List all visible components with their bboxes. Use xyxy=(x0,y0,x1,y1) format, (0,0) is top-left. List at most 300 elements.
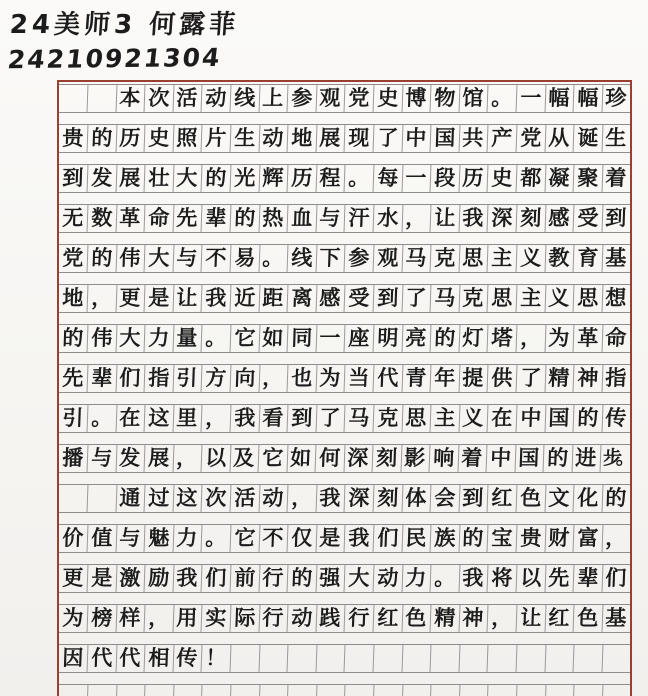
grid-cell: 以 xyxy=(201,445,230,472)
grid-cell: 年 xyxy=(430,365,460,392)
grid-cell: 体 xyxy=(402,485,432,512)
grid-cell: 辈 xyxy=(87,365,117,392)
grid-cell: 聚 xyxy=(573,165,603,192)
grid-cell: 距 xyxy=(259,285,289,312)
grid-cell: 贵 xyxy=(516,525,546,552)
grid-cell: 精 xyxy=(545,365,575,392)
grid-cell: 从 xyxy=(545,125,575,152)
grid-cell: 。 xyxy=(259,245,289,272)
grid-cell: 它 xyxy=(230,525,260,552)
grid-cell: 水 xyxy=(373,205,403,232)
grid-cell: 地 xyxy=(59,285,89,312)
grid-cell: 近 xyxy=(230,285,260,312)
grid-cell: 主 xyxy=(516,285,546,312)
grid-cell: 行 xyxy=(259,565,289,592)
grid-cell: 也 xyxy=(287,365,317,392)
grid-cell: 思 xyxy=(402,405,432,432)
grid-row xyxy=(59,484,630,513)
grid-cell: 传 xyxy=(605,406,628,430)
grid-cell: 展 xyxy=(144,445,173,472)
grid-cell: 。 xyxy=(87,405,117,432)
grid-cell: 与 xyxy=(116,525,146,552)
grid-cell: 参 xyxy=(344,245,374,272)
grid-cell: 青 xyxy=(402,365,432,392)
grid-cell xyxy=(87,685,117,696)
grid-cell: 色 xyxy=(516,485,546,512)
grid-cell xyxy=(201,685,231,696)
grid-cell: 力 xyxy=(402,565,432,592)
grid-cell: 史 xyxy=(373,85,403,112)
grid-cell: 产 xyxy=(487,125,517,152)
grid-cell: 步。 xyxy=(602,447,629,469)
grid-cell xyxy=(316,645,346,672)
grid-cell: 都 xyxy=(516,165,546,192)
grid-cell: 的 xyxy=(573,405,603,432)
grid-cell: 与 xyxy=(87,445,116,472)
grid-cell: 国 xyxy=(515,445,544,472)
grid-cell: 了 xyxy=(316,405,346,432)
grid-cell: 展 xyxy=(316,125,346,152)
grid-cell: 看 xyxy=(259,405,289,432)
grid-cell: 塔 xyxy=(487,325,517,352)
grid-cell: 榜 xyxy=(87,605,117,632)
grid-cell xyxy=(602,685,631,696)
grid-cell: 的 xyxy=(459,525,489,552)
grid-cell: 刻 xyxy=(516,205,546,232)
grid-cell: 参 xyxy=(287,85,317,112)
grid-cell: 辈 xyxy=(573,565,603,592)
grid-row xyxy=(59,644,630,673)
grid-cell: 价 xyxy=(59,525,89,552)
grid-cell: 提 xyxy=(459,365,489,392)
grid-cell: 的 xyxy=(59,325,89,352)
grid-cell: 代 xyxy=(373,365,403,392)
grid-cell: 中 xyxy=(486,445,515,472)
grid-cell: 线 xyxy=(287,245,317,272)
grid-cell: 共 xyxy=(459,125,489,152)
grid-cell: 行 xyxy=(259,605,289,632)
grid-cell: 一 xyxy=(516,85,546,112)
grid-cell xyxy=(402,645,432,672)
grid-cell: 国 xyxy=(430,125,460,152)
grid-cell: 下 xyxy=(316,245,346,272)
grid-cell: 党 xyxy=(59,245,89,272)
grid-cell: 践 xyxy=(316,605,346,632)
grid-cell xyxy=(87,485,117,512)
grid-cell: 凝 xyxy=(545,165,575,192)
grid-cell: 次 xyxy=(201,485,231,512)
grid-cell: 次 xyxy=(144,85,174,112)
grid-cell: 着 xyxy=(605,166,628,190)
grid-cell: 代 xyxy=(87,645,117,672)
grid-cell xyxy=(59,485,89,512)
grid-cell: 贵 xyxy=(59,125,89,152)
grid-cell: 血 xyxy=(287,205,317,232)
grid-cell: 的 xyxy=(430,325,460,352)
grid-cell: 思 xyxy=(573,285,603,312)
grid-cell: ， xyxy=(287,485,317,512)
grid-cell xyxy=(230,685,260,696)
grid-cell: 基 xyxy=(605,606,628,630)
grid-cell: 更 xyxy=(116,285,146,312)
grid-cell: 力 xyxy=(173,525,203,552)
grid-cell: 我 xyxy=(459,565,489,592)
grid-cell: 主 xyxy=(430,405,460,432)
grid-cell: 光 xyxy=(230,165,260,192)
grid-cell: 。 xyxy=(430,565,460,592)
grid-cell: 这 xyxy=(144,405,174,432)
grid-cell xyxy=(373,645,403,672)
grid-cell: 历 xyxy=(287,165,317,192)
grid-cell: 物 xyxy=(430,85,460,112)
grid-cell: 深 xyxy=(487,205,517,232)
grid-cell: 克 xyxy=(459,285,489,312)
grid-cell: ， xyxy=(201,405,231,432)
grid-cell: 动 xyxy=(287,605,317,632)
handwritten-header xyxy=(6,4,241,75)
grid-cell: 了 xyxy=(373,125,403,152)
grid-cell xyxy=(59,685,89,696)
grid-cell: 与 xyxy=(316,205,346,232)
grid-cell: 党 xyxy=(516,125,546,152)
grid-cell: 壮 xyxy=(144,165,174,192)
grid-cell: 命 xyxy=(144,205,174,232)
grid-cell: 为 xyxy=(59,605,89,632)
grid-cell: 红 xyxy=(373,605,403,632)
grid-cell xyxy=(545,685,575,696)
grid-cell xyxy=(402,685,432,696)
grid-cell: 民 xyxy=(402,525,432,552)
grid-cell: 教 xyxy=(545,245,575,272)
grid-cell: 是 xyxy=(316,525,346,552)
grid-cell: 供 xyxy=(487,365,517,392)
composition-grid xyxy=(57,80,632,696)
grid-cell: 义 xyxy=(545,285,575,312)
grid-cell xyxy=(430,645,460,672)
grid-cell: 着 xyxy=(458,445,487,472)
grid-cell: 方 xyxy=(201,365,231,392)
grid-cell: 指 xyxy=(144,365,174,392)
grid-row xyxy=(59,204,630,233)
grid-cell xyxy=(573,645,603,672)
grid-cell: 义 xyxy=(459,405,489,432)
grid-cell: 大 xyxy=(144,245,174,272)
grid-cell: ， xyxy=(402,205,432,232)
grid-cell: 。 xyxy=(344,165,374,192)
grid-cell: 动 xyxy=(373,565,403,592)
grid-cell: 是 xyxy=(144,285,174,312)
grid-cell: 过 xyxy=(144,485,174,512)
grid-cell: 义 xyxy=(516,245,546,272)
grid-cell xyxy=(173,685,203,696)
grid-cell: 为 xyxy=(545,325,575,352)
grid-cell: 及 xyxy=(230,445,259,472)
grid-cell: 刻 xyxy=(372,445,401,472)
grid-cell: 地 xyxy=(287,125,317,152)
grid-cell: 辈 xyxy=(201,205,231,232)
grid-cell: 马 xyxy=(402,245,432,272)
grid-cell: ！ xyxy=(201,645,231,672)
grid-cell: 的 xyxy=(87,245,117,272)
grid-row xyxy=(59,324,630,353)
grid-cell: 段 xyxy=(430,165,460,192)
grid-cell: 让 xyxy=(430,205,460,232)
grid-cell: 座 xyxy=(344,325,374,352)
grid-cell: 的 xyxy=(287,565,317,592)
grid-cell: 珍 xyxy=(605,86,628,110)
grid-cell: 革 xyxy=(116,205,146,232)
grid-cell: 。 xyxy=(201,525,231,552)
grid-cell xyxy=(373,685,403,696)
grid-cell: 指 xyxy=(605,366,628,390)
grid-cell: 在 xyxy=(487,405,517,432)
grid-cell: 观 xyxy=(316,85,346,112)
grid-cell: 不 xyxy=(259,525,289,552)
grid-cell: 亮 xyxy=(402,325,432,352)
grid-cell: 离 xyxy=(287,285,317,312)
grid-row xyxy=(59,164,630,193)
grid-cell: 我 xyxy=(459,205,489,232)
grid-cell: 们 xyxy=(605,566,628,590)
grid-cell: 思 xyxy=(459,245,489,272)
grid-cell: 族 xyxy=(430,525,460,552)
grid-cell: 前 xyxy=(230,565,260,592)
grid-cell: 它 xyxy=(258,445,287,472)
grid-cell: 大 xyxy=(116,325,146,352)
grid-cell: 想 xyxy=(605,286,628,310)
grid-cell: ， xyxy=(487,605,517,632)
grid-cell: 先 xyxy=(545,565,575,592)
grid-cell: 以 xyxy=(516,565,546,592)
grid-cell: 发 xyxy=(116,445,145,472)
grid-cell: ， xyxy=(173,445,202,472)
grid-cell: 到 xyxy=(459,485,489,512)
grid-row xyxy=(59,284,630,313)
grid-cell: 如 xyxy=(259,325,289,352)
grid-cell: 。 xyxy=(487,85,517,112)
grid-cell: 基 xyxy=(605,246,628,270)
grid-cell: 命 xyxy=(605,326,628,350)
grid-row xyxy=(59,84,630,113)
grid-cell: 代 xyxy=(116,645,146,672)
grid-cell: 们 xyxy=(116,365,146,392)
grid-cell: 历 xyxy=(459,165,489,192)
grid-row xyxy=(59,564,630,593)
grid-cell: 因 xyxy=(59,645,89,672)
grid-cell xyxy=(602,645,631,672)
grid-row xyxy=(59,404,630,433)
grid-cell: 受 xyxy=(344,285,374,312)
grid-cell: 我 xyxy=(316,485,346,512)
grid-cell: 化 xyxy=(573,485,603,512)
grid-cell: 大 xyxy=(173,165,203,192)
grid-row xyxy=(59,604,630,633)
grid-cell: 汗 xyxy=(344,205,374,232)
grid-cell: ， xyxy=(516,325,546,352)
grid-cell: 色 xyxy=(573,605,603,632)
grid-cell xyxy=(344,685,374,696)
grid-row xyxy=(59,524,630,553)
grid-cell: 向 xyxy=(230,365,260,392)
grid-cell: 同 xyxy=(287,325,317,352)
grid-cell: 线 xyxy=(230,85,260,112)
grid-cell: 样 xyxy=(116,605,146,632)
grid-cell: 量 xyxy=(173,325,203,352)
grid-cell: 了 xyxy=(402,285,432,312)
grid-cell: 通 xyxy=(116,485,146,512)
grid-cell: 灯 xyxy=(459,325,489,352)
grid-cell xyxy=(487,645,517,672)
grid-cell: 财 xyxy=(545,525,575,552)
grid-cell: 让 xyxy=(516,605,546,632)
grid-cell: ， xyxy=(259,365,289,392)
grid-cell: 与 xyxy=(173,245,203,272)
grid-cell: 生 xyxy=(605,126,628,150)
grid-cell xyxy=(459,645,489,672)
grid-cell: ， xyxy=(605,526,628,550)
grid-cell xyxy=(344,645,374,672)
grid-cell: 响 xyxy=(429,445,458,472)
grid-cell: 了 xyxy=(516,365,546,392)
grid-cell: 克 xyxy=(373,405,403,432)
grid-cell: 的 xyxy=(201,165,231,192)
grid-cell: 红 xyxy=(487,485,517,512)
grid-cell: 中 xyxy=(402,125,432,152)
grid-cell: 生 xyxy=(230,125,260,152)
grid-cell: 值 xyxy=(87,525,117,552)
grid-cell xyxy=(230,645,260,672)
grid-cell xyxy=(144,685,174,696)
grid-cell: 幅 xyxy=(545,85,575,112)
grid-cell: 里 xyxy=(173,405,203,432)
grid-cell: 国 xyxy=(545,405,575,432)
grid-cell xyxy=(259,645,289,672)
grid-cell: 们 xyxy=(201,565,231,592)
grid-cell xyxy=(316,685,346,696)
grid-cell: 不 xyxy=(201,245,231,272)
grid-cell xyxy=(487,685,517,696)
grid-cell: 明 xyxy=(373,325,403,352)
grid-cell: 育 xyxy=(573,245,603,272)
grid-cell xyxy=(287,685,317,696)
grid-cell: 辉 xyxy=(259,165,289,192)
grid-cell: 我 xyxy=(173,565,203,592)
grid-cell: 感 xyxy=(316,285,346,312)
grid-cell: 先 xyxy=(173,205,203,232)
grid-cell: 进 xyxy=(572,445,601,472)
grid-cell: 马 xyxy=(430,285,460,312)
grid-cell: 会 xyxy=(430,485,460,512)
student-class-and-name: 24美师3 何露菲 xyxy=(8,10,241,40)
grid-cell: 博 xyxy=(402,85,432,112)
grid-cell: 为 xyxy=(316,365,346,392)
grid-cell: 引 xyxy=(173,365,203,392)
grid-cell xyxy=(87,85,117,112)
grid-cell: 史 xyxy=(487,165,517,192)
grid-cell: 如 xyxy=(287,445,316,472)
grid-cell: 让 xyxy=(173,285,203,312)
grid-cell: 伟 xyxy=(116,245,146,272)
grid-cell: 神 xyxy=(459,605,489,632)
grid-cell: 动 xyxy=(259,485,289,512)
grid-cell: 精 xyxy=(430,605,460,632)
grid-cell: 一 xyxy=(402,165,432,192)
grid-cell: 党 xyxy=(344,85,374,112)
grid-cell: 传 xyxy=(173,645,203,672)
grid-cell: 数 xyxy=(87,205,117,232)
grid-cell xyxy=(516,645,546,672)
grid-cell: 到 xyxy=(373,285,403,312)
grid-cell: 克 xyxy=(430,245,460,272)
grid-cell: 热 xyxy=(259,205,289,232)
grid-cell: 中 xyxy=(516,405,546,432)
grid-cell: 的 xyxy=(87,125,117,152)
grid-row xyxy=(59,124,630,153)
grid-cell: 活 xyxy=(230,485,260,512)
grid-cell xyxy=(430,685,460,696)
student-id-number: 24210921304 xyxy=(6,42,224,75)
grid-cell: 实 xyxy=(201,605,231,632)
grid-cell: 色 xyxy=(402,605,432,632)
grid-cell xyxy=(545,645,575,672)
grid-cell: 在 xyxy=(116,405,146,432)
grid-cell: 引 xyxy=(59,405,89,432)
grid-cell: 深 xyxy=(344,485,374,512)
grid-cell: 当 xyxy=(344,365,374,392)
grid-cell: 伟 xyxy=(87,325,117,352)
grid-cell: 宝 xyxy=(487,525,517,552)
grid-cell: 它 xyxy=(230,325,260,352)
grid-cell: 。 xyxy=(201,325,231,352)
grid-cell: 何 xyxy=(315,445,344,472)
grid-cell: 动 xyxy=(259,125,289,152)
grid-cell: 将 xyxy=(487,565,517,592)
grid-cell: 历 xyxy=(116,125,146,152)
grid-cell: 强 xyxy=(316,565,346,592)
grid-cell: 仅 xyxy=(287,525,317,552)
grid-cell: 史 xyxy=(144,125,174,152)
grid-cell: 激 xyxy=(116,565,146,592)
grid-cell: 动 xyxy=(201,85,231,112)
grid-cell: 到 xyxy=(287,405,317,432)
grid-cell: 我 xyxy=(230,405,260,432)
grid-cell: 神 xyxy=(573,365,603,392)
grid-cell: ， xyxy=(144,605,174,632)
grid-cell: 主 xyxy=(487,245,517,272)
grid-cell xyxy=(516,685,546,696)
grid-cell: 感 xyxy=(545,205,575,232)
grid-cell xyxy=(116,685,146,696)
grid-cell: 思 xyxy=(487,285,517,312)
grid-cell: 革 xyxy=(573,325,603,352)
grid-cell: 刻 xyxy=(373,485,403,512)
grid-cell: 的 xyxy=(230,205,260,232)
grid-cell: 易 xyxy=(230,245,260,272)
grid-cell: 相 xyxy=(144,645,174,672)
grid-cell xyxy=(259,685,289,696)
grid-cell xyxy=(59,85,89,112)
grid-cell: 的 xyxy=(543,445,572,472)
grid-cell xyxy=(287,645,317,672)
grid-cell: 们 xyxy=(373,525,403,552)
grid-cell: 活 xyxy=(173,85,203,112)
grid-cell: 文 xyxy=(545,485,575,512)
grid-cell: 受 xyxy=(573,205,603,232)
grid-cell: 际 xyxy=(230,605,260,632)
grid-cell: 馆 xyxy=(459,85,489,112)
grid-cell: 用 xyxy=(173,605,203,632)
grid-cell: 富 xyxy=(573,525,603,552)
